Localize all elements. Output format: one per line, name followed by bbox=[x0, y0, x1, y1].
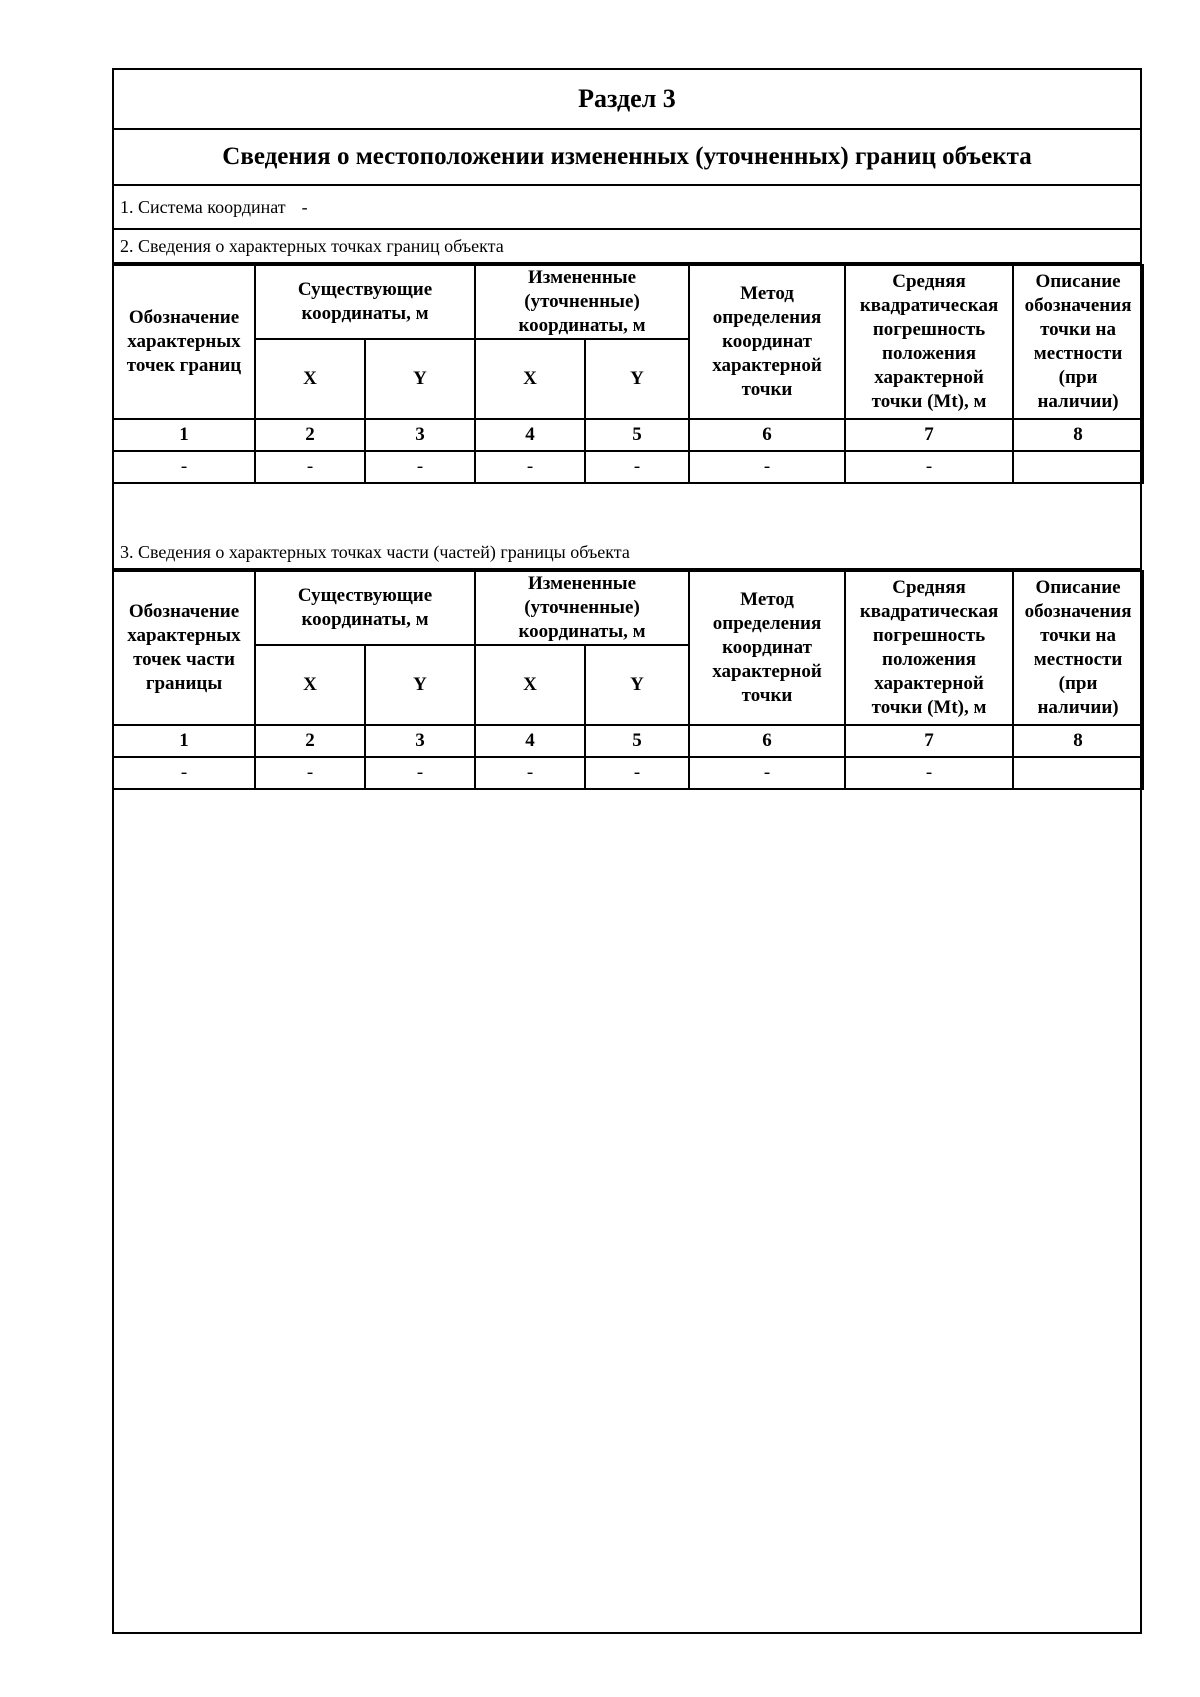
table-cell: - bbox=[365, 451, 475, 483]
table-cell: - bbox=[365, 757, 475, 789]
column-number: 1 bbox=[113, 725, 255, 757]
header-designation: Обозначение характерных точек границ bbox=[113, 265, 255, 419]
column-number: 6 bbox=[689, 725, 845, 757]
column-number: 4 bbox=[475, 419, 585, 451]
table-cell: - bbox=[255, 451, 365, 483]
header-description: Описание обозначения точки на местности (при наличии) bbox=[1013, 571, 1143, 725]
header-changed-y: Y bbox=[585, 339, 689, 419]
table-row bbox=[113, 451, 1143, 483]
table-cell: - bbox=[845, 757, 1013, 789]
part-boundary-points-table bbox=[112, 570, 1144, 790]
header-method: Метод определения координат характерной точки bbox=[689, 571, 845, 725]
section2-label: 2. Сведения о характерных точках границ объекта bbox=[114, 230, 1140, 264]
table-cell: - bbox=[585, 451, 689, 483]
document-title: Сведения о местоположении измененных (уточненных) границ объекта bbox=[114, 130, 1140, 186]
header-existing-y: Y bbox=[365, 645, 475, 725]
table-cell: - bbox=[845, 451, 1013, 483]
header-changed-coords: Измененные (уточненные) координаты, м bbox=[475, 265, 689, 339]
header-existing-coords: Существующие координаты, м bbox=[255, 571, 475, 645]
column-number: 2 bbox=[255, 419, 365, 451]
coordinate-system-label: 1. Система координат bbox=[120, 196, 286, 217]
section3-label: 3. Сведения о характерных точках части (частей) границы объекта bbox=[114, 536, 1140, 570]
table-cell: - bbox=[113, 451, 255, 483]
header-existing-y: Y bbox=[365, 339, 475, 419]
table-cell bbox=[1013, 451, 1143, 483]
coordinate-system-value: - bbox=[301, 196, 308, 217]
table-cell: - bbox=[113, 757, 255, 789]
column-number: 7 bbox=[845, 725, 1013, 757]
table-cell: - bbox=[585, 757, 689, 789]
table-cell: - bbox=[689, 451, 845, 483]
table-cell: - bbox=[475, 451, 585, 483]
column-number: 7 bbox=[845, 419, 1013, 451]
header-method: Метод определения координат характерной точки bbox=[689, 265, 845, 419]
column-number: 6 bbox=[689, 419, 845, 451]
column-number: 5 bbox=[585, 419, 689, 451]
document-sheet bbox=[112, 68, 1142, 1634]
coordinate-system-line bbox=[114, 186, 1140, 230]
header-existing-x: X bbox=[255, 339, 365, 419]
header-existing-coords: Существующие координаты, м bbox=[255, 265, 475, 339]
section-title: Раздел 3 bbox=[114, 70, 1140, 130]
table-cell: - bbox=[475, 757, 585, 789]
column-number: 1 bbox=[113, 419, 255, 451]
header-error: Средняя квадратическая погрешность положения характерной точки (Mt), м bbox=[845, 571, 1013, 725]
column-number: 8 bbox=[1013, 725, 1143, 757]
header-changed-coords: Измененные (уточненные) координаты, м bbox=[475, 571, 689, 645]
table-cell: - bbox=[255, 757, 365, 789]
header-changed-y: Y bbox=[585, 645, 689, 725]
header-error: Средняя квадратическая погрешность положения характерной точки (Mt), м bbox=[845, 265, 1013, 419]
boundary-points-table bbox=[112, 264, 1144, 484]
column-number: 3 bbox=[365, 419, 475, 451]
column-number: 2 bbox=[255, 725, 365, 757]
column-number: 4 bbox=[475, 725, 585, 757]
column-number: 5 bbox=[585, 725, 689, 757]
table-row bbox=[113, 757, 1143, 789]
table-cell bbox=[1013, 757, 1143, 789]
header-existing-x: X bbox=[255, 645, 365, 725]
header-designation: Обозначение характерных точек части границы bbox=[113, 571, 255, 725]
table-cell: - bbox=[689, 757, 845, 789]
header-description: Описание обозначения точки на местности (при наличии) bbox=[1013, 265, 1143, 419]
header-changed-x: X bbox=[475, 339, 585, 419]
column-number: 8 bbox=[1013, 419, 1143, 451]
header-changed-x: X bbox=[475, 645, 585, 725]
column-number: 3 bbox=[365, 725, 475, 757]
